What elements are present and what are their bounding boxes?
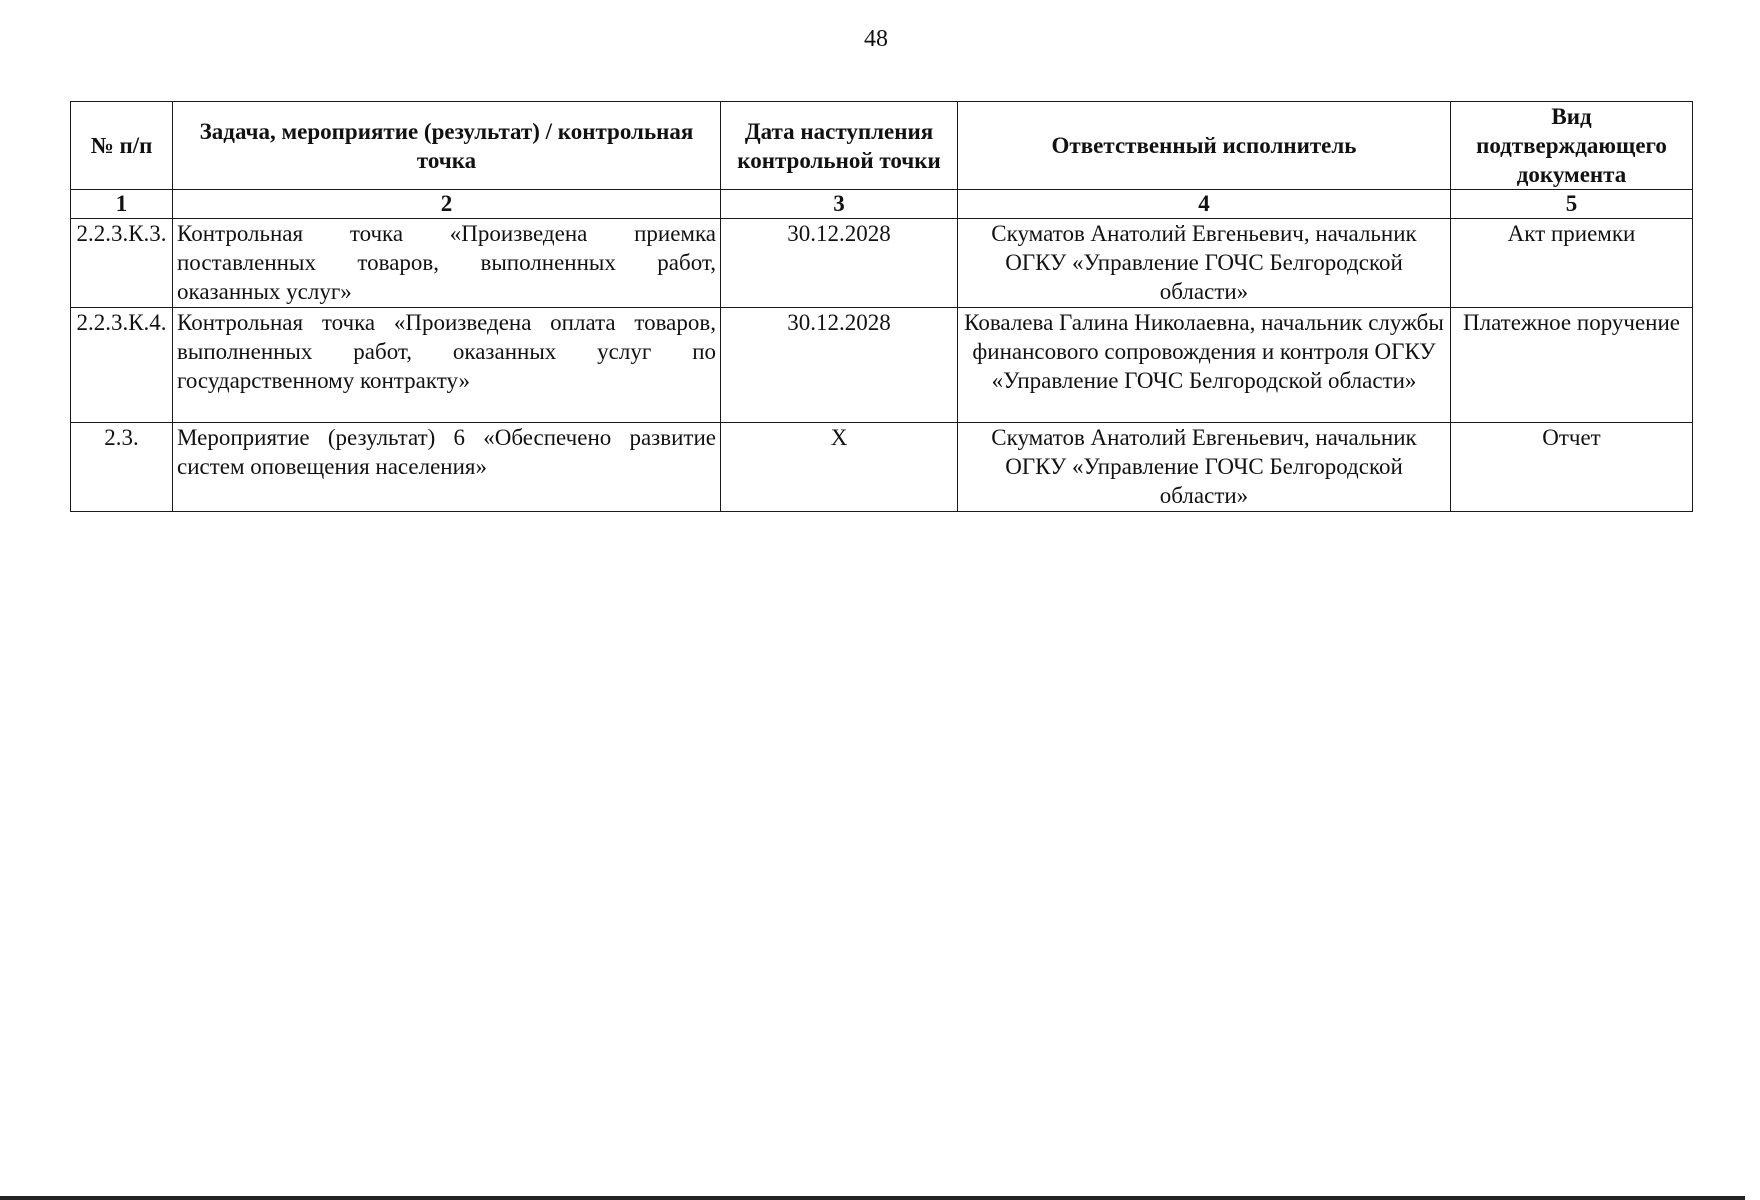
row-task: Контрольная точка «Произведена оплата товаров, выполненных работ, оказанных услуг по государственному контракту» <box>173 308 721 423</box>
scan-bottom-edge <box>0 1196 1745 1200</box>
row-responsible: Ковалева Галина Николаевна, начальник службы финансового сопровождения и контроля ОГКУ «Управление ГОЧС Белгородской области» <box>958 308 1451 423</box>
column-number: 3 <box>721 190 958 219</box>
control-points-table <box>70 101 1693 512</box>
row-date: 30.12.2028 <box>721 219 958 308</box>
column-number-row <box>71 190 1693 219</box>
header-responsible: Ответственный исполнитель <box>958 102 1451 190</box>
header-task: Задача, мероприятие (результат) / контрольная точка <box>173 102 721 190</box>
row-number: 2.2.3.К.3. <box>71 219 173 308</box>
row-number: 2.3. <box>71 423 173 512</box>
table-header-row <box>71 102 1693 190</box>
column-number: 5 <box>1451 190 1693 219</box>
header-number: № п/п <box>71 102 173 190</box>
page-number: 48 <box>864 26 888 52</box>
table-row <box>71 423 1693 512</box>
row-responsible: Скуматов Анатолий Евгеньевич, начальник ОГКУ «Управление ГОЧС Белгородской области» <box>958 423 1451 512</box>
column-number: 1 <box>71 190 173 219</box>
header-date: Дата наступления контрольной точки <box>721 102 958 190</box>
row-responsible: Скуматов Анатолий Евгеньевич, начальник ОГКУ «Управление ГОЧС Белгородской области» <box>958 219 1451 308</box>
table-row <box>71 219 1693 308</box>
row-task: Мероприятие (результат) 6 «Обеспечено развитие систем оповещения населения» <box>173 423 721 512</box>
row-date: X <box>721 423 958 512</box>
row-document: Платежное поручение <box>1451 308 1693 423</box>
header-document: Вид подтверждающего документа <box>1451 102 1693 190</box>
row-document: Отчет <box>1451 423 1693 512</box>
column-number: 2 <box>173 190 721 219</box>
column-number: 4 <box>958 190 1451 219</box>
row-task: Контрольная точка «Произведена приемка поставленных товаров, выполненных работ, оказанных услуг» <box>173 219 721 308</box>
row-date: 30.12.2028 <box>721 308 958 423</box>
table-row <box>71 308 1693 423</box>
row-document: Акт приемки <box>1451 219 1693 308</box>
row-number: 2.2.3.К.4. <box>71 308 173 423</box>
